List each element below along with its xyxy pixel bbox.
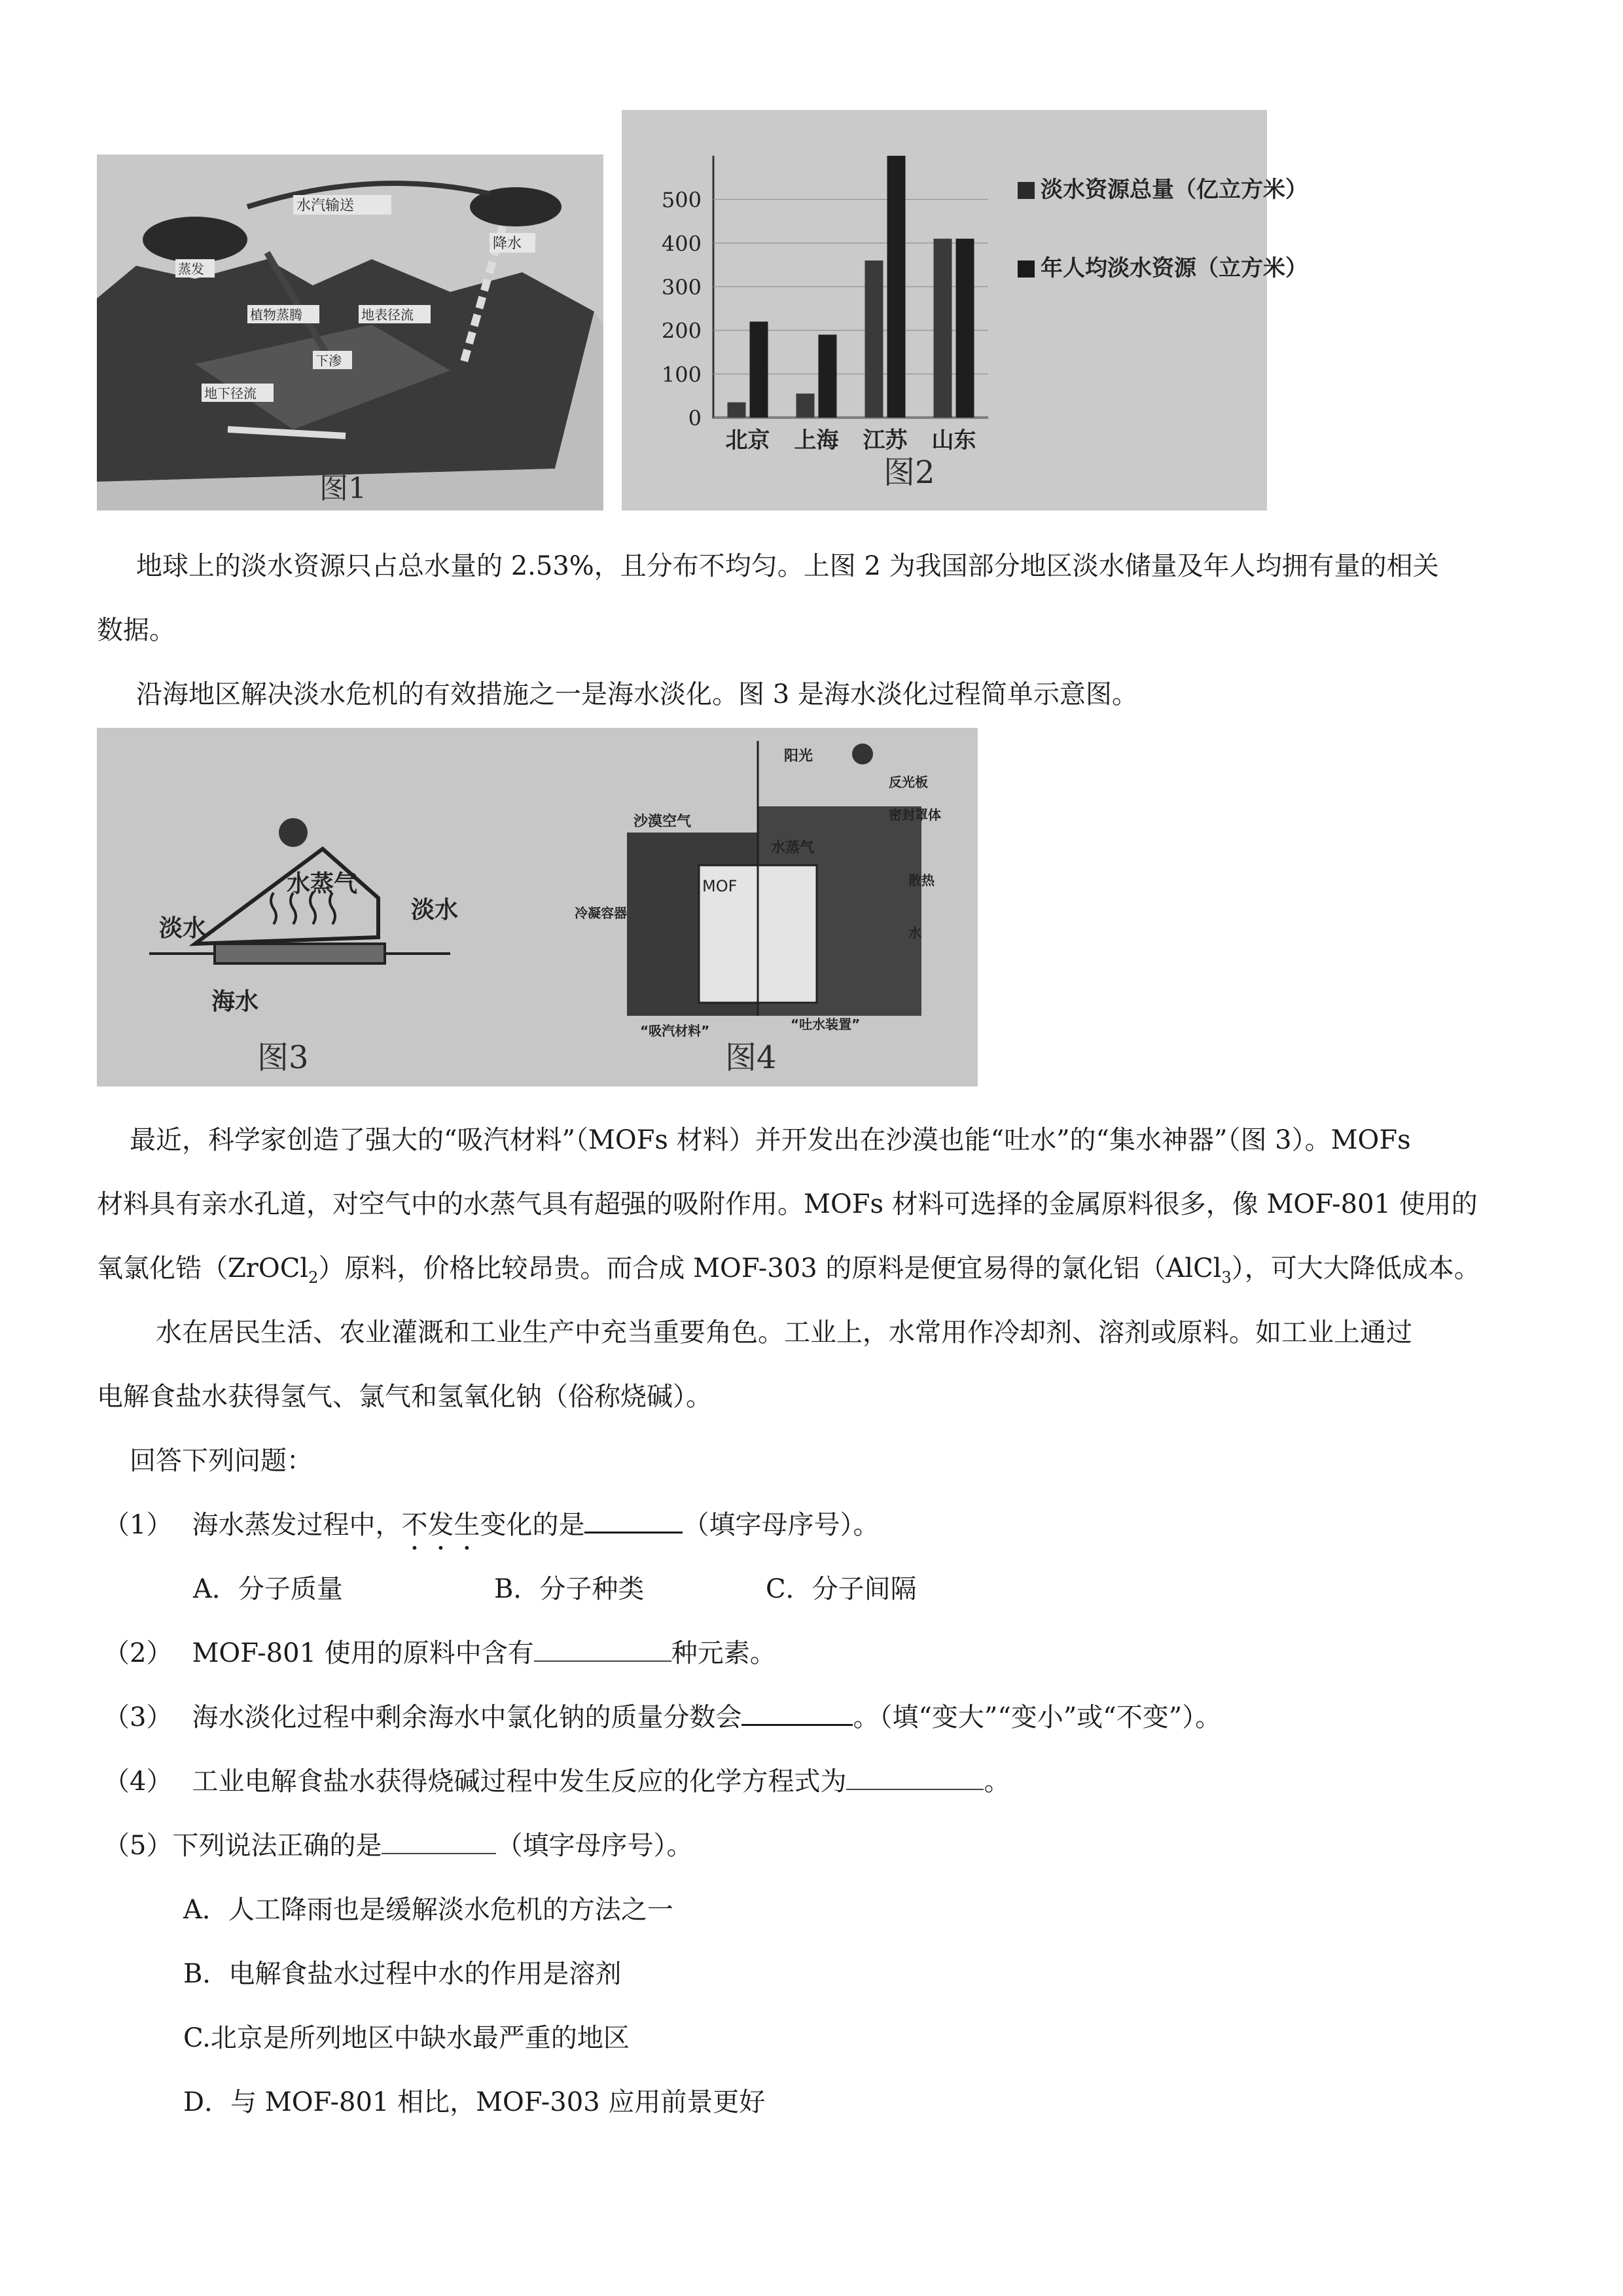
q3-answer-blank[interactable] bbox=[741, 1698, 853, 1726]
fig4-label-mof: MOF bbox=[702, 877, 738, 895]
legend-label-total: 淡水资源总量（亿立方米） bbox=[1041, 177, 1308, 203]
chart-bar-total bbox=[865, 260, 883, 418]
legend-swatch-percapita bbox=[1018, 260, 1035, 278]
fig4-label-reflector: 反光板 bbox=[889, 774, 928, 790]
paragraph-3-line-3: 氧氯化锆（ZrOCl$_2$）原料，价格比较昂贵。而合成 MOF-303 的原料是便宜易得的氯化铝（AlCl$_3$），可大大降低成本。 bbox=[97, 1253, 1480, 1287]
fig4-label-absorb: “吸汽材料” bbox=[640, 1023, 710, 1039]
fig1-label-evaporation: 蒸发 bbox=[178, 261, 204, 277]
questions-intro: 回答下列问题： bbox=[130, 1446, 313, 1476]
q5-option-d: D．与 MOF-801 相比，MOF-303 应用前景更好 bbox=[183, 2087, 766, 2117]
chart-bar-total bbox=[934, 239, 952, 418]
chart-bar-total bbox=[728, 403, 746, 418]
fig4-label-heat: 散热 bbox=[908, 872, 935, 888]
question-5: （5）下列说法正确的是 （填字母序号）。 bbox=[103, 1814, 692, 1878]
fig4-label-sealed-cover: 密封罩体 bbox=[889, 807, 941, 823]
figure-1-water-cycle bbox=[97, 154, 603, 511]
fig3-label-sea: 海水 bbox=[211, 988, 259, 1015]
paragraph-2: 沿海地区解决淡水危机的有效措施之一是海水淡化。图 3 是海水淡化过程简单示意图。 bbox=[136, 679, 1138, 709]
fig1-label-vapor-transport: 水汽输送 bbox=[296, 198, 355, 214]
chart-ytick-label: 500 bbox=[661, 187, 702, 213]
sun-icon bbox=[279, 818, 308, 847]
question-1: （1） 海水蒸发过程中，不发生变化的是 （填字母序号）。 bbox=[103, 1493, 879, 1557]
chart-bar-total bbox=[796, 393, 815, 418]
fig1-label-transpiration: 植物蒸腾 bbox=[250, 307, 302, 323]
fig1-label-surface-runoff: 地表径流 bbox=[361, 307, 414, 323]
q1-option-b: B．分子种类 bbox=[494, 1574, 645, 1604]
fig1-label-infiltration: 下渗 bbox=[315, 353, 342, 368]
fig3-label-fresh-left: 淡水 bbox=[159, 915, 207, 942]
figure-2-bar-chart bbox=[622, 110, 1308, 511]
fig1-caption: 图1 bbox=[319, 472, 366, 505]
q1-answer-blank[interactable] bbox=[584, 1505, 683, 1534]
chart-bar-percapita bbox=[887, 156, 906, 418]
q5-answer-blank[interactable] bbox=[382, 1827, 496, 1854]
fig4-label-desert-air: 沙漠空气 bbox=[633, 814, 692, 830]
chart-xtick-label: 上海 bbox=[794, 427, 839, 454]
fig3-label-vapor: 水蒸气 bbox=[287, 870, 358, 897]
legend-label-percapita: 年人均淡水资源（立方米） bbox=[1041, 255, 1308, 281]
chart-ytick-label: 400 bbox=[661, 231, 702, 257]
fig4-label-vapor: 水蒸气 bbox=[771, 840, 815, 856]
chart-ytick-label: 0 bbox=[688, 406, 702, 431]
fig4-sun-icon bbox=[852, 744, 873, 764]
q2-answer-blank[interactable] bbox=[534, 1634, 671, 1662]
fig4-label-sun: 阳光 bbox=[784, 748, 813, 764]
chart-bar-percapita bbox=[819, 334, 837, 418]
chart-ytick-label: 300 bbox=[661, 275, 702, 300]
fig4-label-condenser: 冷凝容器 bbox=[575, 905, 627, 921]
paragraph-3-line-1: 最近，科学家创造了强大的“吸汽材料”（MOFs 材料）并开发出在沙漠也能“吐水”的“集水神器”（图 3）。MOFs bbox=[130, 1125, 1411, 1155]
question-2: （2） MOF-801 使用的原料中含有 种元素。 bbox=[103, 1621, 776, 1685]
question-4: （4） 工业电解食盐水获得烧碱过程中发生反应的化学方程式为 。 bbox=[103, 1749, 1010, 1814]
q5-option-b: B．电解食盐水过程中水的作用是溶剂 bbox=[183, 1959, 622, 1989]
fig1-label-precipitation: 降水 bbox=[493, 236, 522, 252]
chart-bar-percapita bbox=[956, 239, 974, 418]
figure-3-4-combined bbox=[97, 728, 978, 1086]
q5-option-c: C.北京是所列地区中缺水最严重的地区 bbox=[183, 2023, 630, 2053]
chart-ytick-label: 200 bbox=[661, 318, 702, 344]
fig3-label-fresh-right: 淡水 bbox=[411, 897, 459, 924]
chart-xtick-label: 北京 bbox=[725, 427, 770, 454]
q5-option-a: A．人工降雨也是缓解淡水危机的方法之一 bbox=[183, 1895, 673, 1925]
legend-swatch-total bbox=[1018, 182, 1035, 199]
chart-xtick-label: 山东 bbox=[931, 427, 976, 454]
q1-option-c: C．分子间隔 bbox=[766, 1574, 917, 1604]
chart-xtick-label: 江苏 bbox=[863, 427, 908, 454]
question-3: （3） 海水淡化过程中剩余海水中氯化钠的质量分数会 。（填“变大”“变小”或“不变”）。 bbox=[103, 1685, 1221, 1749]
q4-answer-blank[interactable] bbox=[846, 1763, 984, 1790]
chart-bar-percapita bbox=[750, 321, 768, 418]
q1-option-a: A．分子质量 bbox=[193, 1574, 343, 1604]
paragraph-4-line-2: 电解食盐水获得氢气、氯气和氢氧化钠（俗称烧碱）。 bbox=[97, 1382, 712, 1412]
chart-ytick-label: 100 bbox=[661, 362, 702, 387]
fig4-label-spit: “吐水装置” bbox=[791, 1016, 861, 1032]
fig1-label-groundwater: 地下径流 bbox=[204, 386, 257, 401]
fig4-label-water: 水 bbox=[908, 925, 921, 941]
paragraph-4-line-1: 水在居民生活、农业灌溉和工业生产中充当重要角色。工业上，水常用作冷却剂、溶剂或原料。如工业上通过 bbox=[156, 1318, 1412, 1348]
paragraph-3-line-2: 材料具有亲水孔道，对空气中的水蒸气具有超强的吸附作用。MOFs 材料可选择的金属原料很多，像 MOF-801 使用的 bbox=[97, 1189, 1478, 1219]
fig4-caption: 图4 bbox=[725, 1039, 777, 1076]
paragraph-1-line-1: 地球上的淡水资源只占总水量的 2.53%，且分布不均匀。上图 2 为我国部分地区淡水储量及年人均拥有量的相关 bbox=[136, 551, 1439, 581]
fig3-caption: 图3 bbox=[257, 1039, 309, 1076]
fig2-caption: 图2 bbox=[883, 454, 935, 491]
paragraph-1-line-2: 数据。 bbox=[97, 615, 175, 645]
